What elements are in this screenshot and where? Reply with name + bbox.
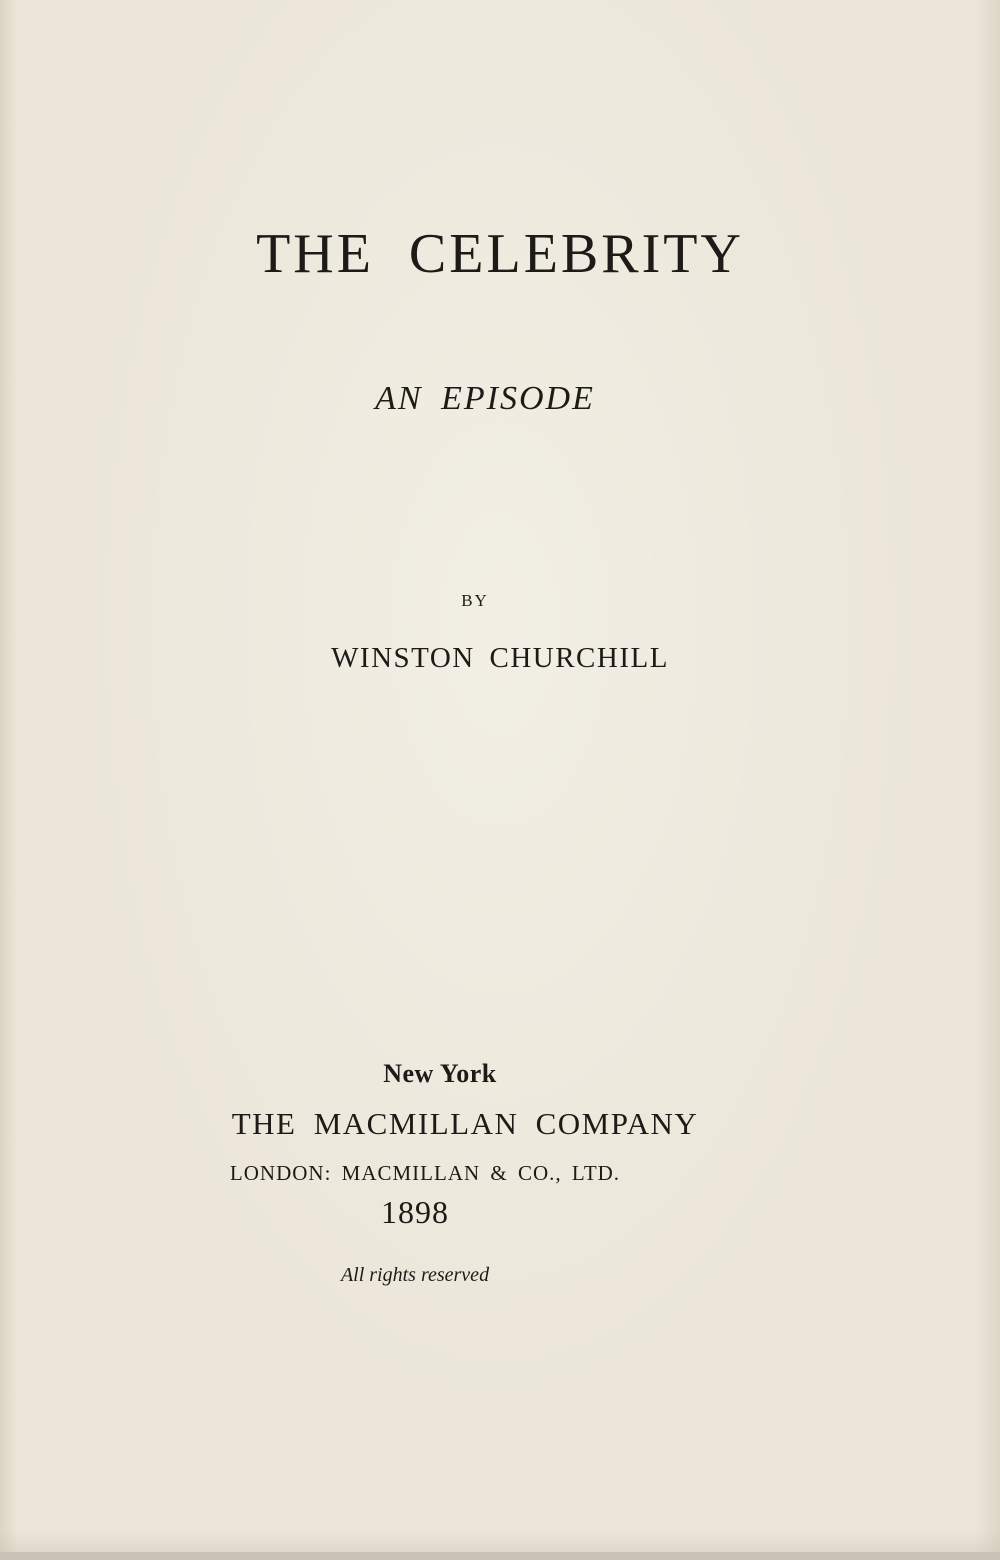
publication-year: 1898 xyxy=(381,1194,449,1230)
by-label: BY xyxy=(461,591,489,610)
book-subtitle: AN EPISODE xyxy=(375,380,595,417)
imprint-city: New York xyxy=(383,1059,497,1088)
london-imprint: LONDON: MACMILLAN & CO., LTD. xyxy=(229,1161,621,1185)
publisher-name: THE MACMILLAN COMPANY xyxy=(231,1106,699,1141)
page-bottom-edge xyxy=(0,1552,1000,1560)
rights-notice: All rights reserved xyxy=(340,1264,490,1286)
book-title: THE CELEBRITY xyxy=(256,223,744,285)
author-name: WINSTON CHURCHILL xyxy=(331,642,669,674)
